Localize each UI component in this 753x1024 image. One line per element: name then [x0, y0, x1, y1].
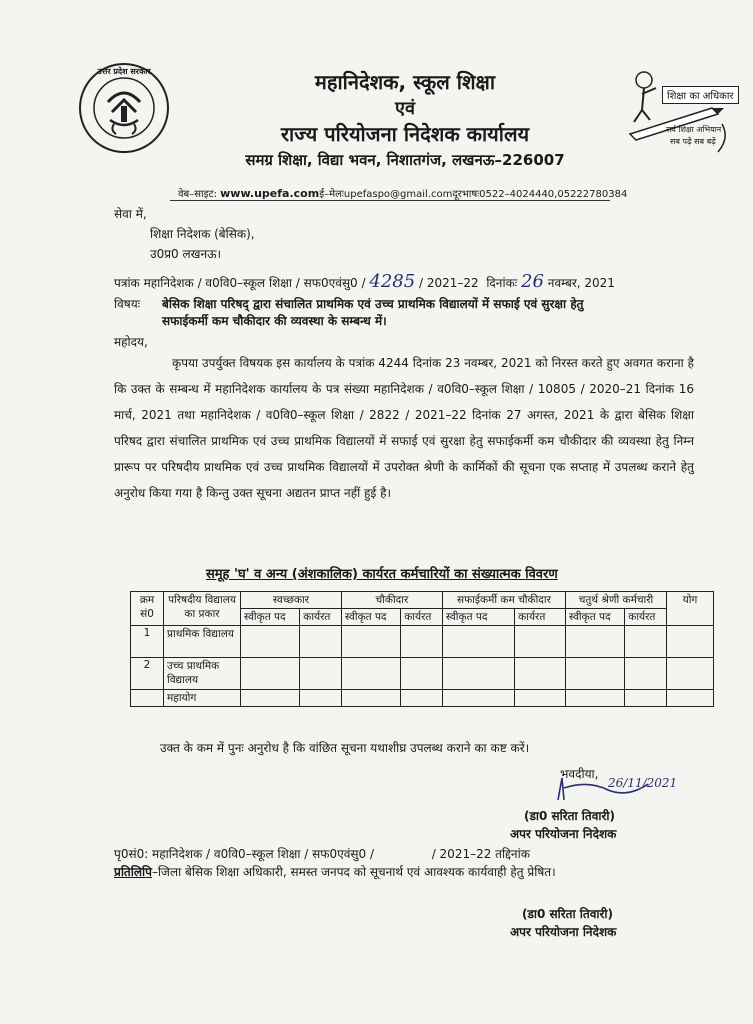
- subheader-working: कार्यरत: [401, 609, 443, 626]
- table-title: समूह 'घ' व अन्य (अंशकालिक) कार्यरत कर्मचारियों का संख्यात्मक विवरण: [206, 567, 558, 582]
- header-group-4: चतुर्थ श्रेणी कर्मचारी: [566, 592, 667, 609]
- seal-text: उत्तर प्रदेश सरकार: [97, 67, 151, 76]
- right-logo-tag: शिक्षा का अधिकार: [662, 86, 739, 104]
- reference-number: 4285: [369, 271, 416, 292]
- subheader-sanctioned: स्वीकृत पद: [566, 609, 625, 626]
- addressee-line1: सेवा में,: [114, 207, 147, 221]
- signature-date: 26/11/2021: [608, 776, 678, 790]
- subject-line1: बेसिक शिक्षा परिषद् द्वारा संचालित प्राथमिक एवं उच्च प्राथमिक विद्यालयों में सफाई एवं सुरक्षा हेतु: [162, 297, 584, 311]
- copy-text: –जिला बेसिक शिक्षा अधिकारी, समस्त जनपद को सूचनार्थ एवं आवश्यक कार्यवाही हेतु प्रेषित।: [151, 865, 556, 879]
- grand-total-label: महायोग: [164, 690, 241, 707]
- handwritten-signature: [548, 770, 678, 810]
- addressee-line2: शिक्षा निदेशक (बेसिक),: [150, 227, 255, 241]
- header-total: योग: [667, 592, 714, 626]
- row-sn: 1: [131, 626, 164, 658]
- header-group-2: चौकीदार: [341, 592, 442, 609]
- signatory-name: (डा0 सरिता तिवारी): [524, 809, 616, 823]
- header-divider: [170, 200, 610, 201]
- subheader-working: कार्यरत: [300, 609, 342, 626]
- right-logo-line2: सब पढ़ें सब बढ़ें: [670, 137, 716, 146]
- header-group-3: सफाईकर्मी कम चौकीदार: [442, 592, 565, 609]
- row-school-type: उच्च प्राथमिक विद्यालय: [164, 658, 241, 690]
- subheader-sanctioned: स्वीकृत पद: [442, 609, 514, 626]
- date-month-year: नवम्बर, 2021: [547, 276, 615, 290]
- table-header-row-1: [131, 592, 714, 609]
- copy-signatory-designation: अपर परियोजना निदेशक: [510, 925, 617, 939]
- row-school-type: प्राथमिक विद्यालय: [164, 626, 241, 658]
- reference-prefix: पत्रांक महानिदेशक / व0वि0–स्कूल शिक्षा / सफ0एवंसु0 /: [114, 276, 366, 290]
- right-logo-line1: सर्व शिक्षा अभियान: [666, 125, 722, 134]
- date-label: दिनांकः: [486, 276, 518, 290]
- table-row: [131, 658, 714, 690]
- date-day: 26: [521, 271, 544, 292]
- yours-faithfully: भवदीया,: [560, 767, 599, 781]
- staff-summary-table: [130, 591, 714, 707]
- contact-line: [178, 186, 627, 200]
- copy-signatory-name: (डा0 सरिता तिवारी): [522, 907, 614, 921]
- row-sn: 2: [131, 658, 164, 690]
- table-row: [131, 626, 714, 658]
- subject-line2: सफाईकर्मी कम चौकीदार की व्यवस्था के सम्बन्ध में।: [162, 314, 387, 328]
- subheader-sanctioned: स्वीकृत पद: [241, 609, 300, 626]
- copy-label: प्रतिलिपि: [114, 865, 152, 879]
- header-group-1: स्वच्छकार: [241, 592, 342, 609]
- office-title-line3: राज्य परियोजना निदेशक कार्यालय: [280, 122, 530, 146]
- header-school-type: परिषदीय विद्यालय का प्रकार: [164, 592, 241, 626]
- subheader-working: कार्यरत: [625, 609, 667, 626]
- reference-year: / 2021–22: [419, 276, 479, 290]
- header-sn: क्रम सं0: [131, 592, 164, 626]
- email: ई–मेलःupefaspo@gmail.com: [319, 189, 453, 200]
- subject-label: विषयः: [114, 297, 141, 311]
- body-paragraph: कृपया उपर्युक्त विषयक इस कार्यालय के पत्रांक 4244 दिनांक 23 नवम्बर, 2021 को निरस्त करते हुए अवगत कराना है कि उक्त के सम्बन्ध में महानिदेशक कार्यालय के पत्र संख्या महानिदेशक / व0वि0–स्कूल शिक्षा / 10805 / 2020–21 दिनांक 16 मार्च, 2021 तथा महानिदेशक / व0वि0–स्कूल शिक्षा / 2822 / 2021–22 दिनांक 27 अगस्त, 2021 के द्वारा बेसिक शिक्षा परिषद द्वारा संचालित प्राथमिक एवं उच्च प्राथमिक विद्यालयों में सफाई एवं सुरक्षा हेतु सफाईकर्मी कम चौकीदार की व्यवस्था हेतु निम्न प्रारूप पर परिषदीय प्राथमिक एवं उच्च प्राथमिक विद्यालयों में उपरोक्त श्रेणी के कार्मिकों की सूचना एक सप्ताह में उपलब्ध कराने हेतु अनुरोध किया गया है किन्तु उक्त सूचना अद्यतन प्राप्त नहीं हुई है।: [114, 356, 694, 500]
- subheader-sanctioned: स्वीकृत पद: [341, 609, 400, 626]
- office-title-line1: महानिदेशक, स्कूल शिक्षा: [314, 70, 496, 94]
- sarva-shiksha-logo: [622, 64, 740, 174]
- office-title-line2: एवं: [395, 98, 415, 119]
- phone: दूरभाषः0522–4024440,05222780384: [452, 189, 628, 200]
- signatory-designation: अपर परियोजना निदेशक: [510, 827, 617, 841]
- child-on-pencil-icon: [622, 64, 740, 174]
- web-prefix: वेब–साइट:: [178, 189, 221, 200]
- copy-ref-suffix: / 2021–22 तद्दिनांक: [431, 847, 530, 861]
- table-row-grand-total: [131, 690, 714, 707]
- addressee-line3: उ0प्र0 लखनऊ।: [150, 247, 222, 261]
- copy-reference: [114, 846, 530, 862]
- closing-request: उक्त के कम में पुनः अनुरोध है कि वांछित सूचना यथाशीघ्र उपलब्ध कराने का कष्ट करें।: [160, 741, 530, 755]
- copy-ref-prefix: पृ0सं0: महानिदेशक / व0वि0–स्कूल शिक्षा / सफ0एवंसु0 /: [114, 847, 375, 861]
- office-address: समग्र शिक्षा, विद्या भवन, निशातगंज, लखनऊ–226007: [245, 151, 565, 169]
- copy-line: [114, 864, 556, 880]
- salutation: महोदय,: [114, 335, 148, 349]
- web-url: www.upefa.com: [220, 187, 320, 200]
- subheader-working: कार्यरत: [515, 609, 566, 626]
- reference-line: [114, 271, 615, 292]
